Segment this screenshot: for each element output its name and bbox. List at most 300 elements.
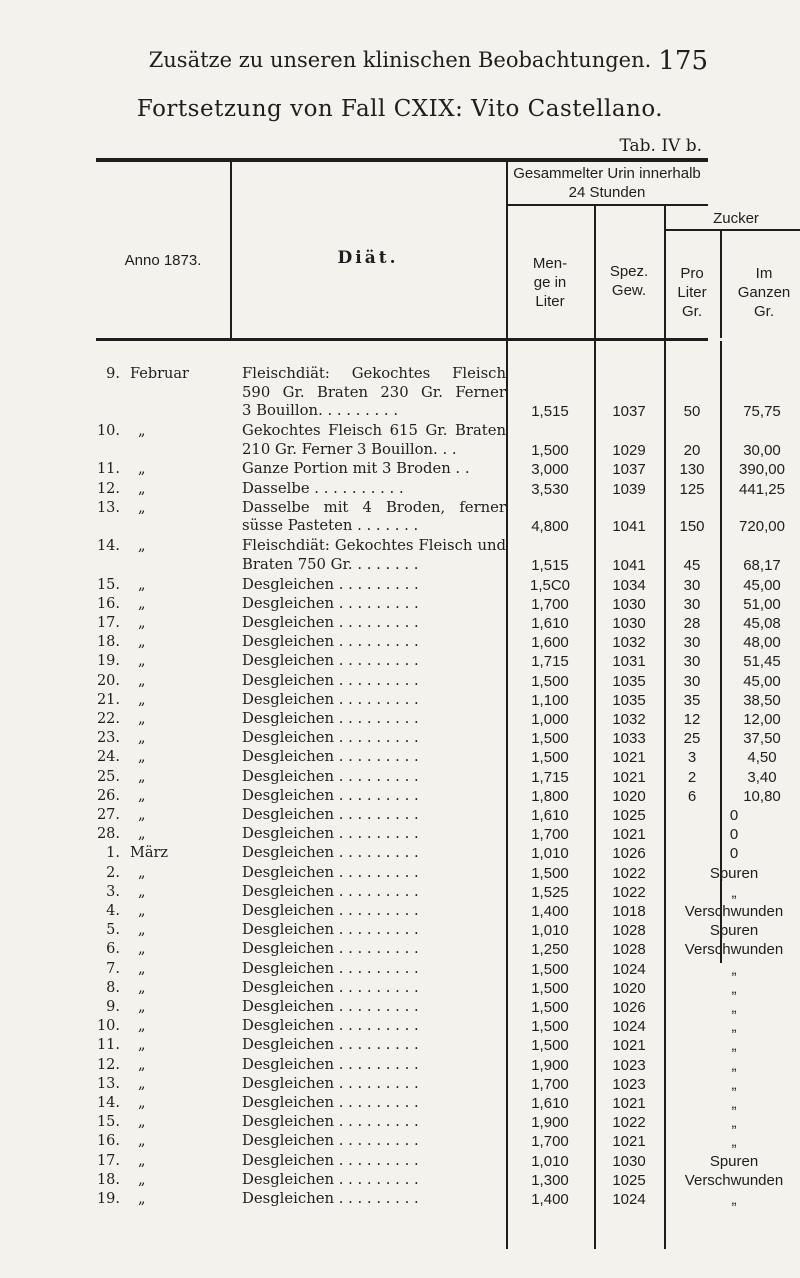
row-diet (242, 652, 506, 671)
row-zucker-note: „ (731, 960, 737, 978)
table-row (96, 729, 781, 749)
row-month: „ (138, 941, 146, 958)
rule-under-group (506, 204, 708, 206)
row-diet (242, 1113, 506, 1132)
row-day: 18. (96, 1171, 120, 1188)
row-month: „ (138, 423, 146, 439)
row-diet-line: Desgleichen . . . . . . . . . (242, 921, 419, 939)
row-spez: 1031 (612, 653, 646, 671)
row-diet (242, 768, 506, 787)
row-im-ganzen: 45,08 (743, 615, 781, 632)
table-row (96, 767, 777, 788)
row-day: 10. (96, 423, 120, 439)
row-diet-line: 3 Bouillon. . . . . . . . . (242, 402, 399, 419)
header-menge-line: ge in (533, 274, 567, 291)
row-day: 28. (96, 826, 120, 843)
row-diet (242, 1017, 506, 1036)
row-spez: 1020 (612, 979, 646, 997)
row-day: 5. (106, 922, 120, 939)
header-ganz-line: Gr. (753, 303, 774, 320)
row-diet (242, 633, 506, 652)
row-diet-line: Desgleichen . . . . . . . . . (242, 786, 419, 804)
table-row (96, 882, 737, 903)
row-pro-liter: 3 (687, 749, 697, 767)
row-menge: 1,000 (531, 711, 569, 728)
table-row (96, 690, 781, 711)
row-day: 11. (96, 461, 120, 478)
row-diet (242, 672, 506, 691)
row-im-ganzen: 720,00 (739, 518, 785, 536)
row-diet (242, 1056, 506, 1075)
row-diet (242, 979, 506, 998)
row-month: „ (138, 691, 146, 708)
table-row (96, 978, 737, 999)
row-diet-line: Desgleichen . . . . . . . . . (242, 1113, 419, 1131)
row-spez: 1029 (612, 441, 646, 459)
row-menge: 1,500 (531, 730, 569, 748)
row-menge: 1,610 (531, 807, 569, 824)
row-diet-line: Desgleichen . . . . . . . . . (242, 978, 419, 996)
row-day: 13. (96, 1075, 120, 1092)
row-spez: 1023 (612, 1075, 646, 1093)
row-menge: 1,700 (531, 1133, 569, 1151)
row-month: März (130, 845, 169, 862)
row-day: 9. (106, 366, 120, 382)
header-group-line: 24 Stunden (568, 184, 646, 201)
row-menge: 1,010 (531, 1152, 569, 1170)
row-day: 24. (96, 749, 120, 766)
row-im-ganzen: 51,45 (743, 653, 781, 671)
row-day: 12. (96, 480, 120, 497)
row-menge: 1,900 (531, 1114, 569, 1132)
table-row (96, 825, 739, 845)
row-im-ganzen: 30,00 (743, 441, 781, 459)
row-menge: 3,000 (531, 461, 569, 479)
row-diet-line: Desgleichen . . . . . . . . . (242, 902, 419, 919)
header-spez (594, 262, 664, 300)
row-diet (242, 921, 506, 940)
header-zucker: Zucker (713, 210, 759, 227)
row-zucker-note: „ (731, 1018, 737, 1036)
row-day: 14. (96, 1095, 120, 1111)
row-zucker-note: Spuren (709, 864, 759, 882)
row-pro-liter: 30 (683, 634, 701, 652)
row-spez: 1035 (612, 691, 646, 709)
row-im-ganzen: 38,50 (743, 691, 781, 709)
row-diet-line: 210 Gr. Ferner 3 Bouillon. . . (242, 440, 457, 458)
row-month: „ (138, 615, 146, 631)
table-row (96, 365, 781, 422)
row-month: „ (138, 653, 146, 670)
row-diet-line: Braten 750 Gr. . . . . . . . (242, 555, 419, 573)
row-menge: 1,500 (531, 979, 569, 997)
row-diet (242, 537, 506, 574)
row-pro-liter: 125 (679, 480, 705, 498)
row-zucker-note: „ (731, 1037, 737, 1055)
table-row (96, 998, 737, 1018)
row-spez: 1026 (612, 845, 646, 863)
row-day: 2. (106, 864, 120, 881)
row-diet-line: Desgleichen . . . . . . . . . (242, 1151, 419, 1169)
row-menge: 1,515 (531, 403, 569, 421)
row-diet-line: Desgleichen . . . . . . . . . (242, 729, 419, 747)
row-zucker-note: „ (731, 979, 737, 997)
row-im-ganzen: 51,00 (743, 595, 781, 613)
row-month: „ (138, 595, 146, 612)
row-day: 13. (96, 499, 120, 516)
row-im-ganzen: 68,17 (743, 556, 781, 574)
row-diet-line: Desgleichen . . . . . . . . . (242, 710, 419, 727)
row-im-ganzen: 48,00 (743, 634, 781, 652)
header-pro-line: Liter (677, 284, 707, 301)
row-diet-line: Desgleichen . . . . . . . . . (242, 844, 419, 862)
row-month: Februar (130, 366, 189, 382)
row-month: „ (138, 634, 146, 651)
row-month: „ (138, 922, 146, 939)
row-pro-liter: 30 (683, 653, 701, 671)
header-urin-group (506, 164, 708, 202)
row-day: 15. (96, 1114, 120, 1131)
row-diet-line: Desgleichen . . . . . . . . . (242, 767, 419, 785)
header-im-ganzen (720, 264, 800, 321)
table-row (96, 902, 784, 922)
row-day: 16. (96, 1133, 120, 1150)
row-month: „ (138, 1133, 146, 1150)
header-anno: Anno 1873. (124, 252, 202, 269)
row-day: 16. (96, 595, 120, 612)
row-menge: 1,515 (531, 556, 569, 574)
row-menge: 1,5C0 (529, 576, 571, 594)
row-diet (242, 940, 506, 959)
row-spez: 1041 (612, 556, 646, 574)
row-month: „ (138, 730, 146, 747)
row-spez: 1021 (612, 1133, 646, 1151)
row-pro-liter: 12 (683, 711, 701, 728)
row-month: „ (138, 999, 146, 1015)
table-row (96, 1036, 737, 1056)
row-day: 18. (96, 634, 120, 651)
row-diet-line: Desgleichen . . . . . . . . . (242, 1017, 419, 1035)
row-spez: 1037 (612, 461, 646, 479)
table-row (96, 1170, 784, 1191)
row-month: „ (138, 499, 146, 516)
row-zucker-note: „ (731, 999, 737, 1016)
row-pro-liter: 28 (683, 615, 701, 632)
row-spez: 1030 (612, 1152, 646, 1170)
table-row (96, 806, 739, 826)
table-row (96, 844, 739, 864)
table-row (96, 1094, 737, 1114)
row-day: 3. (106, 883, 120, 900)
table-row (96, 594, 781, 615)
row-diet-line: 590 Gr. Braten 230 Gr. Ferner (242, 383, 506, 401)
row-zucker-note: „ (731, 1114, 737, 1132)
row-diet (242, 499, 506, 536)
row-day: 22. (96, 711, 120, 727)
row-im-ganzen: 10,80 (743, 787, 781, 805)
row-spez: 1018 (612, 903, 646, 920)
header-pro-line: Pro (680, 265, 704, 282)
row-spez: 1028 (612, 941, 646, 959)
row-day: 19. (96, 1191, 120, 1207)
vrule-pro-ganz-header (720, 229, 722, 338)
row-month: „ (138, 960, 146, 977)
row-menge: 1,300 (531, 1171, 569, 1189)
row-pro-liter: 35 (683, 691, 701, 709)
header-ganz-line: Im (755, 265, 773, 282)
row-spez: 1028 (612, 922, 646, 940)
row-diet-line: süsse Pasteten . . . . . . . (242, 517, 419, 535)
running-head (0, 48, 800, 78)
row-spez: 1026 (612, 999, 646, 1016)
row-day: 27. (96, 807, 120, 823)
row-diet (242, 883, 506, 902)
row-month: „ (138, 749, 146, 766)
row-diet-line: Fleischdiät: Gekochtes Fleisch und (242, 537, 506, 555)
table-row (96, 537, 781, 575)
row-day: 17. (96, 615, 120, 631)
row-menge: 1,500 (531, 672, 569, 690)
row-menge: 1,250 (531, 941, 569, 959)
table-row (96, 671, 781, 692)
vrule-anno-diat-header (230, 162, 232, 338)
header-pro-line: Gr. (681, 303, 702, 320)
table-row (96, 498, 785, 537)
table-row (96, 422, 781, 460)
row-pro-liter: 45 (683, 556, 701, 574)
row-zucker-note: „ (731, 1056, 737, 1074)
row-spez: 1022 (612, 1114, 646, 1132)
table-row (96, 1151, 759, 1172)
row-zucker-note: Spuren (709, 1152, 759, 1170)
table-row (96, 1132, 737, 1152)
row-menge: 1,700 (531, 595, 569, 613)
row-diet-line: Fleischdiät: Gekochtes Fleisch (242, 365, 506, 382)
row-pro-liter: 30 (683, 576, 701, 594)
row-menge: 1,525 (531, 883, 569, 901)
table-row (96, 786, 781, 807)
row-month: „ (138, 538, 146, 555)
row-diet (242, 1075, 506, 1094)
row-spez: 1021 (612, 1037, 646, 1055)
header-ganz-line: Ganzen (737, 284, 791, 301)
row-menge: 1,700 (531, 826, 569, 844)
row-spez: 1033 (612, 730, 646, 748)
row-spez: 1020 (612, 787, 646, 805)
row-month: „ (138, 1114, 146, 1131)
table-row (96, 633, 781, 653)
row-month: „ (138, 1191, 146, 1207)
row-menge: 1,400 (531, 1191, 569, 1208)
row-diet (242, 480, 506, 499)
row-spez: 1039 (612, 480, 646, 498)
row-menge: 1,500 (531, 1018, 569, 1036)
row-month: „ (138, 903, 146, 919)
row-diet-line: Desgleichen . . . . . . . . . (242, 940, 419, 958)
row-zucker-note: 0 (729, 807, 739, 824)
row-spez: 1032 (612, 711, 646, 728)
row-spez: 1021 (612, 1095, 646, 1112)
row-diet (242, 460, 506, 479)
table-row (96, 1113, 737, 1133)
row-day: 8. (106, 979, 120, 996)
row-diet (242, 422, 506, 459)
row-diet-line: Desgleichen . . . . . . . . . (242, 1055, 419, 1073)
row-day: 6. (106, 941, 120, 958)
row-spez: 1035 (612, 672, 646, 690)
vrule-spez-zucker-header (664, 204, 666, 338)
row-menge: 1,610 (531, 1095, 569, 1112)
row-pro-liter: 130 (679, 461, 705, 479)
row-menge: 1,010 (531, 922, 569, 940)
row-diet (242, 864, 506, 883)
row-day: 7. (106, 960, 120, 977)
table-label: Tab. IV b. (619, 136, 702, 156)
row-diet (242, 748, 506, 767)
row-menge: 1,700 (531, 1075, 569, 1093)
row-diet-line: Desgleichen . . . . . . . . . (242, 882, 419, 900)
row-day: 21. (96, 691, 120, 708)
row-day: 26. (96, 787, 120, 804)
row-spez: 1025 (612, 807, 646, 824)
row-diet (242, 825, 506, 844)
row-pro-liter: 25 (683, 730, 701, 748)
row-month: „ (138, 711, 146, 727)
table-heading: Fortsetzung von Fall CXIX: Vito Castellano. (136, 96, 664, 122)
row-menge: 1,500 (531, 864, 569, 882)
row-diet (242, 576, 506, 595)
row-diet-line: Desgleichen . . . . . . . . . (242, 652, 419, 670)
row-im-ganzen: 37,50 (743, 730, 781, 748)
table-row (96, 1055, 737, 1076)
row-diet-line: Desgleichen . . . . . . . . . (242, 748, 419, 766)
row-diet (242, 691, 506, 710)
row-diet (242, 1094, 506, 1113)
row-menge: 1,610 (531, 615, 569, 632)
table-row (96, 1190, 737, 1210)
row-diet-line: Desgleichen . . . . . . . . . (242, 1036, 419, 1054)
header-menge (506, 254, 594, 311)
row-spez: 1037 (612, 403, 646, 421)
row-pro-liter: 20 (683, 441, 701, 459)
row-diet-line: Desgleichen . . . . . . . . . (242, 863, 419, 881)
row-pro-liter: 30 (683, 672, 701, 690)
table-row (96, 460, 785, 480)
row-menge: 1,500 (531, 960, 569, 978)
row-spez: 1030 (612, 615, 646, 632)
row-day: 9. (106, 999, 120, 1015)
row-month: „ (138, 768, 146, 785)
row-diet-line: Dasselbe mit 4 Broden, ferner (242, 498, 506, 516)
row-diet-line: Desgleichen . . . . . . . . . (242, 1170, 419, 1188)
row-diet-line: Gekochtes Fleisch 615 Gr. Braten (242, 422, 506, 439)
row-spez: 1021 (612, 826, 646, 844)
row-month: „ (138, 1095, 146, 1111)
row-spez: 1041 (612, 518, 646, 536)
row-diet (242, 902, 506, 921)
row-im-ganzen: 441,25 (739, 480, 785, 498)
table-row (96, 614, 781, 634)
row-diet-line: Desgleichen . . . . . . . . . (242, 690, 419, 708)
rule-under-zucker (664, 229, 800, 231)
row-menge: 1,600 (531, 634, 569, 652)
table-row (96, 1017, 737, 1037)
row-month: „ (138, 1018, 146, 1035)
header-menge-line: Liter (535, 293, 565, 310)
row-diet (242, 787, 506, 806)
row-diet-line: Desgleichen . . . . . . . . . (242, 825, 419, 843)
row-diet (242, 614, 506, 633)
row-spez: 1024 (612, 1018, 646, 1036)
row-spez: 1025 (612, 1171, 646, 1189)
row-pro-liter: 6 (687, 787, 697, 805)
table-row (96, 479, 785, 500)
row-diet (242, 960, 506, 979)
row-month: „ (138, 480, 146, 497)
row-month: „ (138, 1037, 146, 1054)
row-month: „ (138, 883, 146, 900)
header-spez-line: Gew. (611, 282, 647, 299)
table-row (96, 921, 759, 941)
row-diet-line: Desgleichen . . . . . . . . . (242, 594, 419, 612)
row-diet-line: Ganze Portion mit 3 Broden . . (242, 460, 470, 478)
row-day: 11. (96, 1037, 120, 1054)
row-menge: 1,500 (531, 441, 569, 459)
row-spez: 1032 (612, 634, 646, 652)
row-menge: 1,500 (531, 1037, 569, 1055)
row-day: 23. (96, 730, 120, 747)
table-row (96, 575, 781, 596)
row-zucker-note: Spuren (709, 922, 759, 940)
row-menge: 1,010 (531, 845, 569, 863)
row-diet (242, 365, 506, 421)
row-diet-line: Desgleichen . . . . . . . . . (242, 998, 419, 1015)
row-month: „ (138, 787, 146, 804)
row-spez: 1022 (612, 864, 646, 882)
row-day: 17. (96, 1152, 120, 1169)
row-diet (242, 806, 506, 825)
row-diet-line: Desgleichen . . . . . . . . . (242, 1074, 419, 1092)
table-row (96, 652, 781, 672)
row-zucker-note: „ (731, 1095, 737, 1112)
table-row (96, 959, 737, 980)
row-spez: 1021 (612, 768, 646, 786)
row-zucker-note: 0 (729, 826, 739, 844)
row-day: 19. (96, 653, 120, 670)
row-day: 14. (96, 538, 120, 555)
row-month: „ (138, 576, 146, 593)
table-row (96, 748, 777, 768)
row-menge: 1,500 (531, 749, 569, 767)
row-im-ganzen: 3,40 (747, 768, 777, 786)
table-row (96, 940, 784, 960)
row-month: „ (138, 826, 146, 843)
row-spez: 1024 (612, 1191, 646, 1208)
row-menge: 1,400 (531, 903, 569, 920)
table-row (96, 1074, 737, 1095)
row-day: 10. (96, 1018, 120, 1035)
row-menge: 3,530 (531, 480, 569, 498)
row-spez: 1030 (612, 595, 646, 613)
row-spez: 1024 (612, 960, 646, 978)
row-month: „ (138, 1152, 146, 1169)
row-month: „ (138, 864, 146, 881)
row-diet-line: Desgleichen . . . . . . . . . (242, 575, 419, 593)
vrule-diat-urin-header (506, 162, 508, 338)
header-menge-line: Men- (532, 255, 568, 272)
row-month: „ (138, 461, 146, 478)
header-pro-liter (664, 264, 720, 321)
